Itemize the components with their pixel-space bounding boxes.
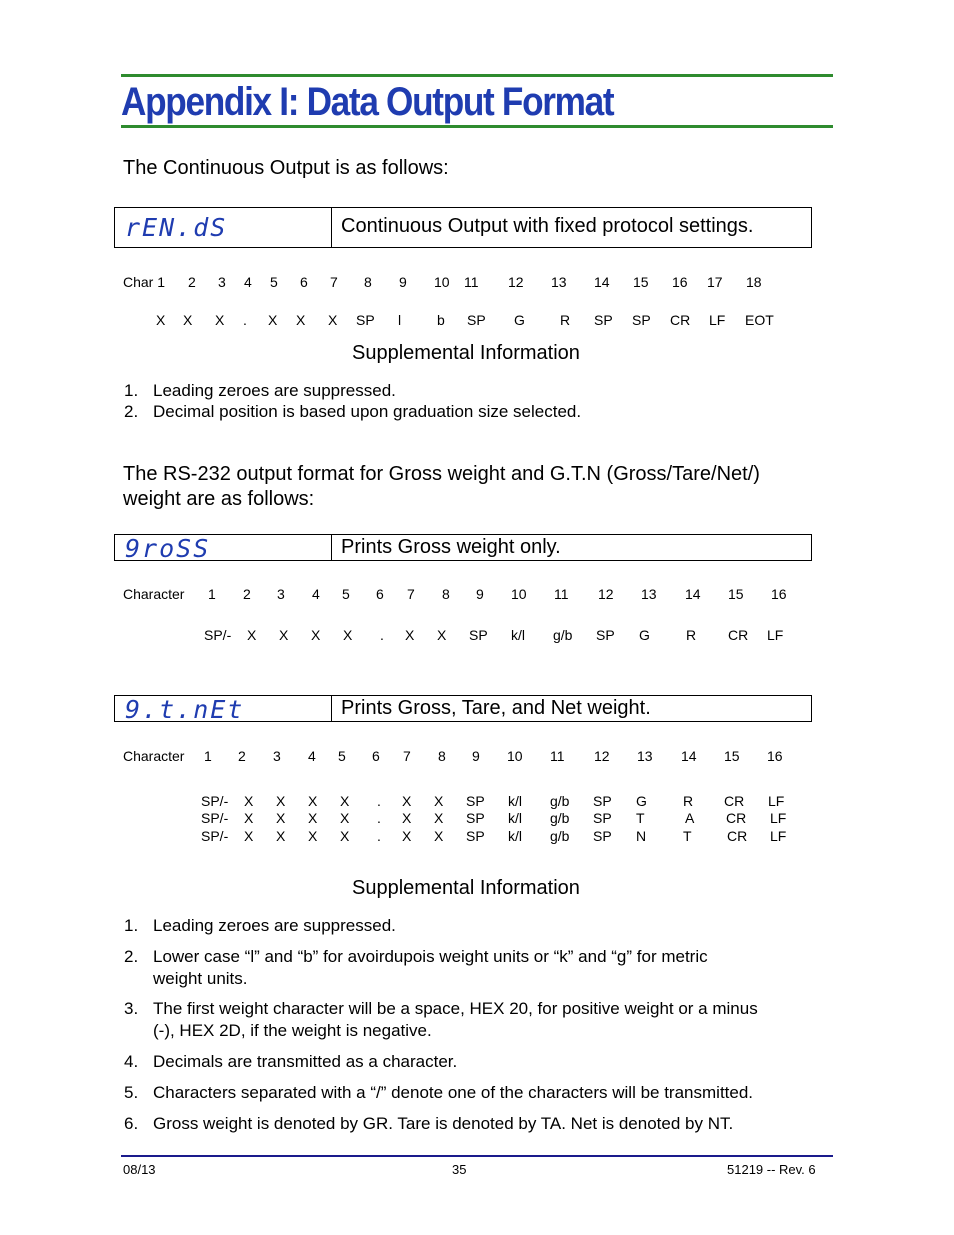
table-header-label: Character xyxy=(123,586,185,602)
table-cell: EOT xyxy=(745,312,774,328)
table-header-cell: 10 xyxy=(434,274,450,290)
list-item xyxy=(124,1083,824,1105)
table-cell: . xyxy=(380,627,384,643)
table-cell: g/b xyxy=(550,810,570,826)
table-cell: X xyxy=(276,793,286,809)
lcd-display-text: 9.t.nEt xyxy=(125,695,245,724)
table-cell: X xyxy=(437,627,447,643)
table-cell: X xyxy=(279,627,289,643)
lcd-display-cell xyxy=(115,208,332,247)
list-text: Decimal position is based upon graduation size selected. xyxy=(153,402,582,421)
table-cell: X xyxy=(244,793,254,809)
table-cell: . xyxy=(243,312,247,328)
rs232-intro-line2: weight are as follows: xyxy=(123,488,315,510)
table-cell: X xyxy=(402,793,412,809)
lcd-display-cell xyxy=(115,695,332,724)
table-cell: SP xyxy=(594,312,613,328)
table-header-cell: 13 xyxy=(637,748,653,764)
lcd-display-text: rEN.dS xyxy=(125,213,228,242)
table-header-cell: 1 xyxy=(208,586,216,602)
table-cell: SP xyxy=(593,793,612,809)
footer-page-number: 35 xyxy=(452,1162,467,1177)
list-item xyxy=(124,999,824,1043)
table-cell: SP/- xyxy=(201,810,229,826)
box-description: Continuous Output with fixed protocol settings. xyxy=(341,215,754,237)
table-cell: . xyxy=(377,810,381,826)
box-description: Prints Gross weight only. xyxy=(341,536,561,558)
table-cell: T xyxy=(636,810,645,826)
table-header-cell: 14 xyxy=(681,748,697,764)
table-header-label: Character xyxy=(123,748,185,764)
list-number: 1. xyxy=(124,916,139,935)
table-header-cell: 14 xyxy=(685,586,701,602)
table-cell: SP xyxy=(596,627,615,643)
table-cell: LF xyxy=(770,828,787,844)
table-header-cell: 3 xyxy=(277,586,285,602)
table-cell: CR xyxy=(728,627,749,643)
table-cell: X xyxy=(340,810,350,826)
table-cell: X xyxy=(308,828,318,844)
table-header-cell: 6 xyxy=(372,748,380,764)
table-cell: X xyxy=(340,793,350,809)
table-header-cell: 5 xyxy=(270,274,278,290)
table-header-cell: 11 xyxy=(554,586,569,602)
table-cell: R xyxy=(683,793,694,809)
page-title: Appendix I: Data Output Format xyxy=(121,80,614,124)
lcd-display-cell xyxy=(115,534,332,563)
table-header-cell: 15 xyxy=(728,586,744,602)
title-top-rule xyxy=(121,74,833,77)
list-number: 2. xyxy=(124,947,139,966)
list-item xyxy=(124,916,824,938)
table-header-cell: 12 xyxy=(598,586,614,602)
table-cell: X xyxy=(268,312,278,328)
table-header-cell: 17 xyxy=(707,274,723,290)
table-cell: LF xyxy=(768,793,785,809)
footer-doc-number: 51219 -- Rev. 6 xyxy=(727,1162,816,1177)
supplemental-heading: Supplemental Information xyxy=(352,877,580,899)
list-number: 2. xyxy=(124,402,139,421)
table-cell: G xyxy=(639,627,650,643)
table-cell: . xyxy=(377,828,381,844)
table-cell: g/b xyxy=(553,627,573,643)
table-header-cell: 15 xyxy=(633,274,649,290)
table-cell: CR xyxy=(726,810,747,826)
table-cell: X xyxy=(308,810,318,826)
gross-output-box xyxy=(114,534,812,561)
table-cell: X xyxy=(215,312,225,328)
table-cell: k/l xyxy=(511,627,525,643)
table-header-cell: 4 xyxy=(312,586,320,602)
table-cell: SP xyxy=(466,810,485,826)
table-header-cell: 6 xyxy=(300,274,308,290)
footer-rule xyxy=(121,1155,833,1157)
box-description: Prints Gross, Tare, and Net weight. xyxy=(341,697,651,719)
table-header-cell: 13 xyxy=(641,586,657,602)
table-header-cell: 11 xyxy=(550,748,565,764)
table-cell: l xyxy=(398,312,402,328)
list-text: Decimals are transmitted as a character. xyxy=(153,1052,458,1071)
list-text: Gross weight is denoted by GR. Tare is denoted by TA. Net is denoted by NT. xyxy=(153,1114,734,1133)
list-text: The first weight character will be a space, HEX 20, for positive weight or a minus xyxy=(153,999,758,1018)
list-item xyxy=(124,381,824,401)
table-header-cell: 12 xyxy=(508,274,524,290)
table-cell: X xyxy=(311,627,321,643)
table-cell: R xyxy=(560,312,571,328)
table-cell: k/l xyxy=(508,793,522,809)
rs232-intro-line1: The RS-232 output format for Gross weight and G.T.N (Gross/Tare/Net/) xyxy=(123,463,760,485)
table-cell: LF xyxy=(709,312,726,328)
table-header-cell: 9 xyxy=(476,586,484,602)
table-cell: X xyxy=(276,810,286,826)
table-cell: SP/- xyxy=(201,828,229,844)
list-number: 3. xyxy=(124,999,139,1018)
table-cell: T xyxy=(683,828,692,844)
table-cell: X xyxy=(244,828,254,844)
list-text-continued: weight units. xyxy=(153,969,248,988)
table-header-cell: 5 xyxy=(338,748,346,764)
table-header-cell: 16 xyxy=(771,586,787,602)
table-header-label: Char 1 xyxy=(123,274,166,290)
list-item xyxy=(124,947,824,991)
table-header-cell: 15 xyxy=(724,748,740,764)
table-cell: X xyxy=(340,828,350,844)
table-header-cell: 4 xyxy=(308,748,316,764)
table-cell: b xyxy=(437,312,445,328)
list-text: Characters separated with a “/” denote one of the characters will be transmitted. xyxy=(153,1083,754,1102)
table-cell: SP xyxy=(356,312,375,328)
list-number: 6. xyxy=(124,1114,139,1133)
table-header-cell: 2 xyxy=(243,586,251,602)
list-text-continued: (-), HEX 2D, if the weight is negative. xyxy=(153,1021,432,1040)
table-cell: X xyxy=(405,627,415,643)
title-bottom-rule xyxy=(121,125,833,128)
list-item xyxy=(124,402,824,422)
table-cell: N xyxy=(636,828,647,844)
table-header-cell: 10 xyxy=(507,748,523,764)
table-cell: LF xyxy=(770,810,787,826)
table-header-cell: 16 xyxy=(767,748,783,764)
table-header-cell: 11 xyxy=(464,274,479,290)
table-cell: CR xyxy=(724,793,745,809)
table-cell: k/l xyxy=(508,828,522,844)
list-text: Leading zeroes are suppressed. xyxy=(153,381,396,400)
table-cell: SP xyxy=(593,810,612,826)
table-cell: X xyxy=(156,312,166,328)
table-cell: X xyxy=(183,312,193,328)
table-cell: SP xyxy=(469,627,488,643)
table-header-cell: 4 xyxy=(244,274,252,290)
table-header-cell: 13 xyxy=(551,274,567,290)
table-header-cell: 9 xyxy=(399,274,407,290)
table-cell: SP/- xyxy=(204,627,232,643)
table-header-cell: 6 xyxy=(376,586,384,602)
table-cell: R xyxy=(686,627,697,643)
footer-date: 08/13 xyxy=(123,1162,156,1177)
table-cell: CR xyxy=(670,312,691,328)
table-header-cell: 7 xyxy=(407,586,415,602)
table-cell: X xyxy=(343,627,353,643)
table-cell: SP xyxy=(632,312,651,328)
table-header-cell: 3 xyxy=(218,274,226,290)
table-header-cell: 2 xyxy=(188,274,196,290)
table-header-cell: 14 xyxy=(594,274,610,290)
table-header-cell: 8 xyxy=(364,274,372,290)
table-cell: SP xyxy=(593,828,612,844)
table-header-cell: 12 xyxy=(594,748,610,764)
table-header-cell: 18 xyxy=(746,274,762,290)
table-cell: X xyxy=(296,312,306,328)
table-cell: LF xyxy=(767,627,784,643)
table-cell: X xyxy=(434,810,444,826)
intro-text: The Continuous Output is as follows: xyxy=(123,157,449,179)
table-header-cell: 8 xyxy=(438,748,446,764)
table-header-cell: 8 xyxy=(442,586,450,602)
table-cell: g/b xyxy=(550,828,570,844)
supplemental-heading: Supplemental Information xyxy=(352,342,580,364)
list-item xyxy=(124,1114,824,1136)
table-cell: X xyxy=(402,810,412,826)
table-cell: CR xyxy=(727,828,748,844)
list-number: 4. xyxy=(124,1052,139,1071)
table-cell: X xyxy=(402,828,412,844)
table-cell: g/b xyxy=(550,793,570,809)
table-header-cell: 7 xyxy=(330,274,338,290)
table-cell: A xyxy=(685,810,695,826)
table-cell: X xyxy=(308,793,318,809)
table-header-cell: 2 xyxy=(238,748,246,764)
gtn-output-box xyxy=(114,695,812,722)
list-number: 5. xyxy=(124,1083,139,1102)
table-cell: G xyxy=(514,312,525,328)
table-cell: X xyxy=(328,312,338,328)
continuous-output-box xyxy=(114,207,812,248)
table-cell: SP xyxy=(466,828,485,844)
table-cell: X xyxy=(434,793,444,809)
table-cell: SP/- xyxy=(201,793,229,809)
table-header-cell: 9 xyxy=(472,748,480,764)
table-cell: G xyxy=(636,793,647,809)
table-cell: . xyxy=(377,793,381,809)
table-header-cell: 7 xyxy=(403,748,411,764)
list-text: Leading zeroes are suppressed. xyxy=(153,916,396,935)
list-number: 1. xyxy=(124,381,139,400)
table-cell: X xyxy=(244,810,254,826)
table-cell: SP xyxy=(467,312,486,328)
table-cell: SP xyxy=(466,793,485,809)
table-header-cell: 1 xyxy=(204,748,212,764)
table-header-cell: 3 xyxy=(273,748,281,764)
table-header-cell: 10 xyxy=(511,586,527,602)
list-item xyxy=(124,1052,824,1074)
list-text: Lower case “l” and “b” for avoirdupois weight units or “k” and “g” for metric xyxy=(153,947,708,966)
table-cell: X xyxy=(434,828,444,844)
table-header-cell: 16 xyxy=(672,274,688,290)
table-cell: X xyxy=(276,828,286,844)
table-cell: k/l xyxy=(508,810,522,826)
table-cell: X xyxy=(247,627,257,643)
lcd-display-text: 9roSS xyxy=(125,534,211,563)
table-header-cell: 5 xyxy=(342,586,350,602)
